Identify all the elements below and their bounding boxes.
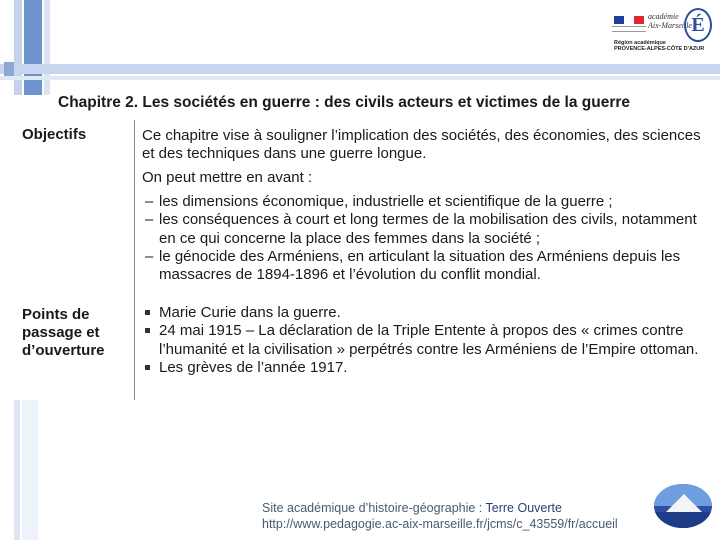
- points-label: Points de passage et d’ouverture: [22, 306, 105, 359]
- flag-icon: [614, 16, 644, 24]
- list-item-text: le génocide des Arméniens, en articulant la situation des Arméniens depuis les massacres de 1894-1896 et l’évolution du conflit mondial.: [159, 247, 681, 284]
- logo-e-mark: É: [684, 8, 712, 42]
- square-bullet-icon: [145, 310, 150, 315]
- list-item-text: Les grèves de l’année 1917.: [159, 358, 348, 376]
- logo-region-line: Région académique: [614, 40, 666, 46]
- decor-band: [0, 76, 720, 80]
- list-item: [142, 359, 712, 377]
- list-item-text: les dimensions économique, industrielle et scientifique de la guerre ;: [159, 193, 613, 210]
- square-bullet-icon: [145, 365, 150, 370]
- decor-band: [0, 64, 720, 74]
- footer-site-name[interactable]: Terre Ouverte: [485, 501, 562, 515]
- terre-ouverte-logo-icon: [654, 484, 712, 528]
- objectifs-lead: On peut mettre en avant :: [142, 169, 313, 186]
- logo-text-line: académie: [648, 12, 679, 21]
- points-list: [142, 304, 712, 377]
- footer-line: [262, 500, 618, 516]
- list-item-text: Marie Curie dans la guerre.: [159, 304, 341, 321]
- decor-square: [4, 62, 14, 76]
- column-divider: [134, 120, 135, 400]
- logo-ground: [654, 512, 712, 528]
- list-item-text: les conséquences à court et long termes de la mobilisation des civils, notamment en ce qui concerne la place des femmes dans la société ;: [159, 211, 697, 247]
- footer-url-link[interactable]: http://www.pedagogie.ac-aix-marseille.fr/jcms/c_43559/fr/accueil: [262, 517, 618, 531]
- list-item: [142, 322, 712, 359]
- logo-text-line: Aix-Marseille: [648, 21, 692, 30]
- dash-marker: –: [145, 193, 154, 210]
- logo-rule: [612, 26, 646, 32]
- objectifs-label: Objectifs: [22, 126, 87, 143]
- footer-prefix: Site académique d’histoire-géographie :: [262, 501, 486, 515]
- objectifs-intro: Ce chapitre vise à souligner l’implication des sociétés, des économies, des sciences et des techniques dans une guerre longue.: [142, 127, 701, 163]
- list-item-text: 24 mai 1915 – La déclaration de la Triple Entente à propos des « crimes contre l’humanité et la civilisation » perpétrés contre les Arméniens de l’Empire ottoman.: [159, 322, 699, 358]
- list-item: [142, 193, 712, 211]
- footer: [262, 500, 618, 532]
- dash-marker: –: [145, 247, 154, 265]
- square-bullet-icon: [145, 328, 150, 333]
- logo-region: [614, 40, 704, 52]
- list-item: [142, 211, 712, 248]
- decor-bar: [14, 0, 22, 95]
- decor-bar: [24, 0, 42, 95]
- list-item: [142, 304, 712, 322]
- logo-region-line: PROVENCE-ALPES-CÔTE D'AZUR: [614, 46, 705, 52]
- decor-bar: [22, 400, 38, 540]
- objectifs-list: [142, 193, 712, 284]
- dash-marker: –: [145, 211, 154, 229]
- academie-logo-icon: [612, 6, 712, 54]
- page-title: Chapitre 2. Les sociétés en guerre : des civils acteurs et victimes de la guerre: [58, 94, 631, 111]
- decor-bar: [14, 400, 20, 540]
- decor-bar: [44, 0, 50, 95]
- list-item: [142, 248, 712, 285]
